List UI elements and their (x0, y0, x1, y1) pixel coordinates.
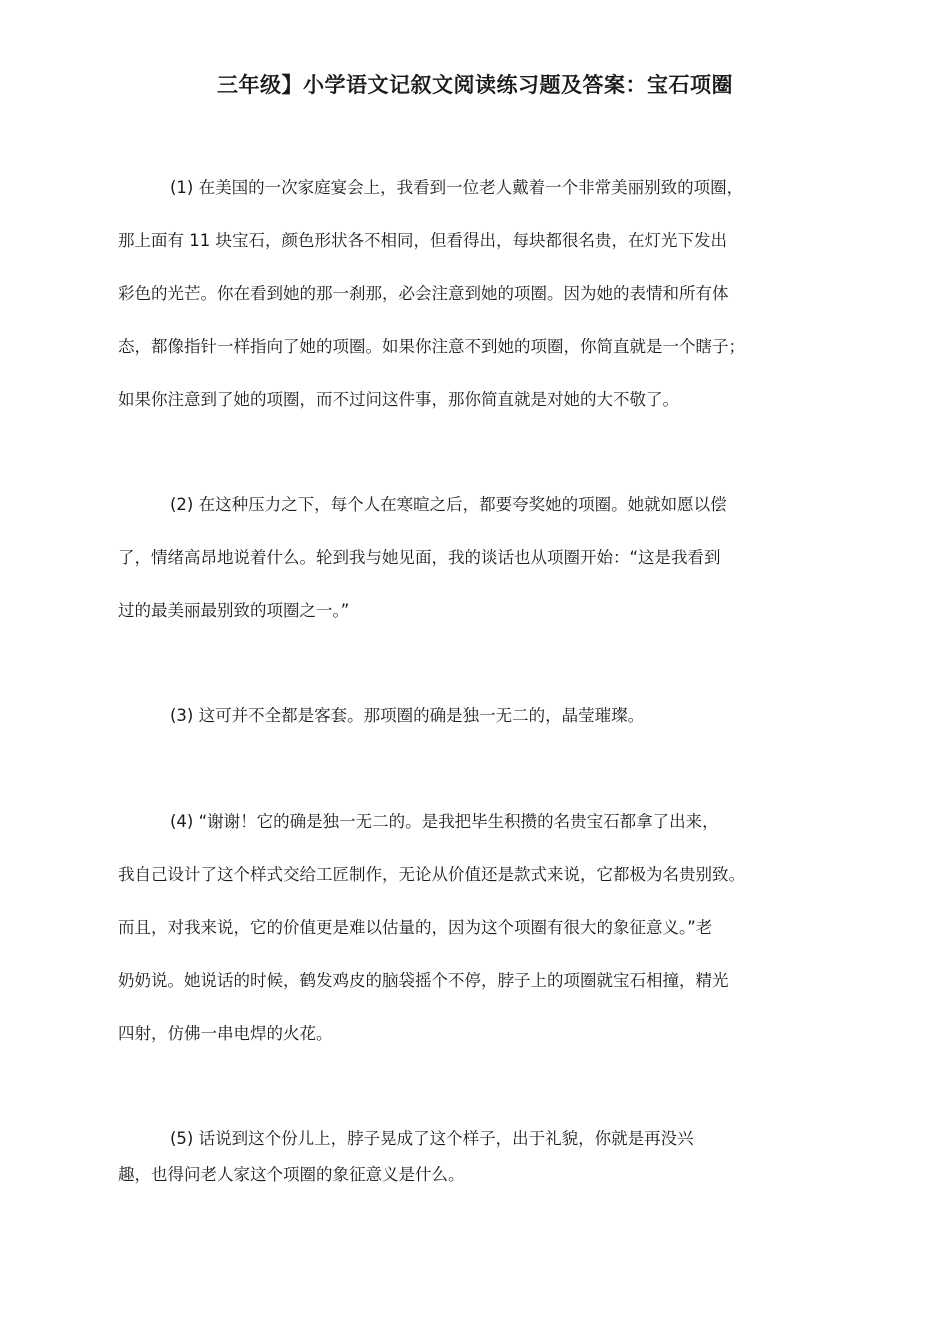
paragraph-line: 奶奶说。她说话的时候，鹤发鸡皮的脑袋摇个不停，脖子上的项圈就宝石相撞，精光 (118, 971, 729, 990)
paragraph-line: 趣，也得问老人家这个项圈的象征意义是什么。 (118, 1165, 465, 1184)
paragraph-4 (118, 807, 843, 1072)
document-title: 三年级】小学语文记叙文阅读练习题及答案：宝石项圈 (217, 73, 733, 97)
paragraph-line: 态，都像指针一样指向了她的项圈。如果你注意不到她的项圈，你简直就是一个瞎子； (118, 337, 745, 356)
paragraph-line: 四射，仿佛一串电焊的火花。 (118, 1024, 333, 1043)
paragraph-line: 如果你注意到了她的项圈，而不过问这件事，那你简直就是对她的大不敬了。 (118, 390, 679, 409)
paragraph-line: 那上面有 11 块宝石，颜色形状各不相同，但看得出，每块都很名贵，在灯光下发出 (118, 231, 727, 250)
paragraph-line: (5) 话说到这个份儿上，脖子晃成了这个样子，出于礼貌，你就是再没兴 (170, 1129, 694, 1148)
paragraph-line: 我自己设计了这个样式交给工匠制作，无论从价值还是款式来说，它都极为名贵别致。 (118, 865, 745, 884)
paragraph-line: (4) “谢谢！它的确是独一无二的。是我把毕生积攒的名贵宝石都拿了出来， (170, 812, 719, 831)
paragraph-2 (118, 490, 843, 649)
paragraph-line: (3) 这可并不全都是客套。那项圈的确是独一无二的，晶莹璀璨。 (170, 706, 645, 725)
paragraph-line: 而且，对我来说，它的价值更是难以估量的，因为这个项圈有很大的象征意义。”老 (118, 918, 713, 937)
paragraph-line: 过的最美丽最别致的项圈之一。” (118, 601, 350, 620)
paragraph-line: 了，情绪高昂地说着什么。轮到我与她见面，我的谈话也从项圈开始：“这是我看到 (118, 548, 721, 567)
paragraph-1 (118, 173, 843, 438)
paragraph-3 (118, 701, 843, 754)
paragraph-5 (118, 1124, 843, 1196)
paragraph-line: (2) 在这种压力之下，每个人在寒暄之后，都要夸奖她的项圈。她就如愿以偿 (170, 495, 727, 514)
paragraph-line: (1) 在美国的一次家庭宴会上，我看到一位老人戴着一个非常美丽别致的项圈， (170, 178, 744, 197)
paragraph-line: 彩色的光芒。你在看到她的那一刹那，必会注意到她的项圈。因为她的表情和所有体 (118, 284, 729, 303)
